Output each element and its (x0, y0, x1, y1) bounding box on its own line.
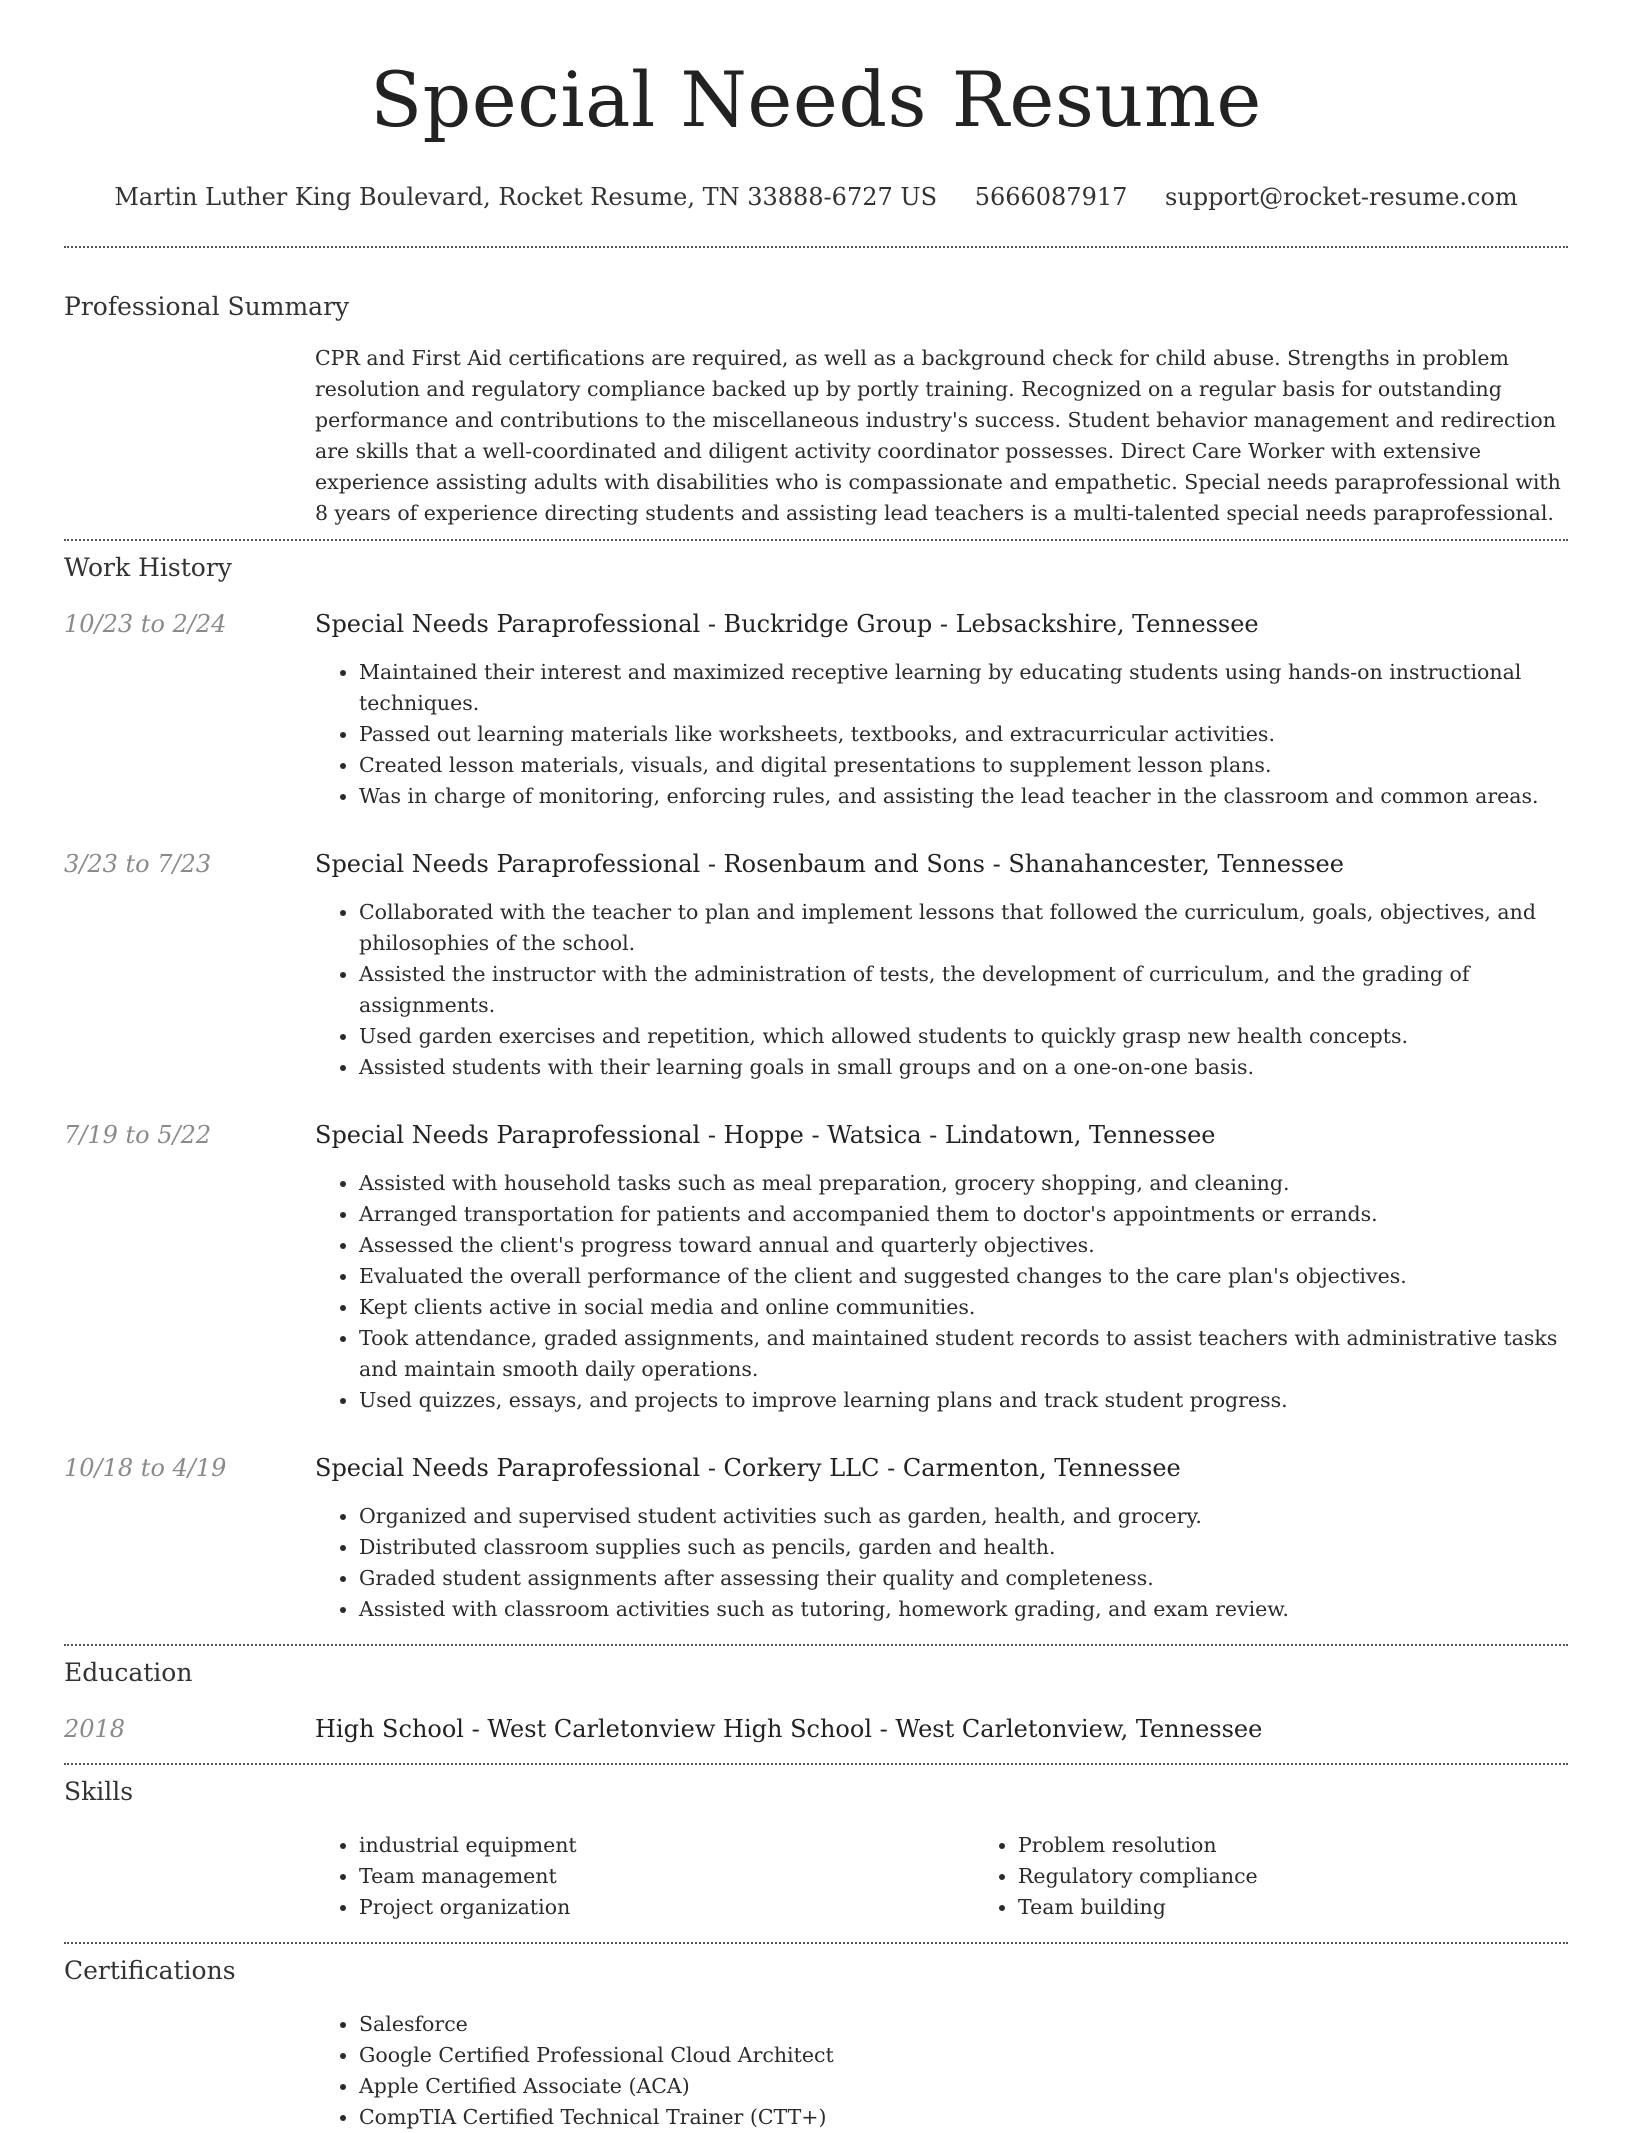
job-details (315, 848, 1568, 1083)
job-dates: 3/23 to 7/23 (64, 850, 212, 878)
job-dates: 10/18 to 4/19 (64, 1454, 227, 1482)
job-entry (64, 848, 1568, 1083)
summary-body (315, 343, 1568, 529)
job-title: Special Needs Paraprofessional - Corkery LLC - Carmenton, Tennessee (315, 1454, 1181, 1482)
list-item: • Maintained their interest and maximized receptive learning by educating students using hands-on instructional techniques. (359, 657, 1568, 719)
list-item: • Passed out learning materials like worksheets, textbooks, and extracurricular activities. (359, 719, 1568, 750)
list-item: • Took attendance, graded assignments, and maintained student records to assist teachers with administrative tasks and maintain smooth daily operations. (359, 1323, 1568, 1385)
list-item: • Organized and supervised student activities such as garden, health, and grocery. (359, 1501, 1568, 1532)
list-item: • Problem resolution (1018, 1830, 1568, 1861)
list-item: • Kept clients active in social media and online communities. (359, 1292, 1568, 1323)
job-entry (64, 1119, 1568, 1416)
list-item: • Distributed classroom supplies such as pencils, garden and health. (359, 1532, 1568, 1563)
list-item: • Project organization (359, 1892, 974, 1923)
job-details (315, 608, 1568, 812)
certifications-body (315, 2009, 1568, 2133)
list-item: • Assisted with classroom activities such as tutoring, homework grading, and exam review. (359, 1594, 1568, 1625)
education-details (315, 1713, 1568, 1745)
list-item: • Regulatory compliance (1018, 1861, 1568, 1892)
list-item: • Assessed the client's progress toward annual and quarterly objectives. (359, 1230, 1568, 1261)
list-item: • Assisted students with their learning goals in small groups and on a one-on-one basis. (359, 1052, 1568, 1083)
list-item: • Assisted the instructor with the administration of tests, the development of curriculum, and the grading of assignments. (359, 959, 1568, 1021)
skills-row (64, 1830, 1568, 1923)
education-entry (64, 1713, 1568, 1745)
list-item: • Created lesson materials, visuals, and digital presentations to supplement lesson plans. (359, 750, 1568, 781)
list-item: • Used garden exercises and repetition, which allowed students to quickly grasp new health concepts. (359, 1021, 1568, 1052)
job-title: Special Needs Paraprofessional - Rosenbaum and Sons - Shanahancester, Tennessee (315, 850, 1344, 878)
divider (64, 1763, 1568, 1765)
job-details (315, 1452, 1568, 1625)
job-bullets (315, 657, 1568, 812)
job-bullets (315, 1168, 1568, 1416)
section-title-certifications: Certifications (64, 1956, 236, 1985)
list-item: • industrial equipment (359, 1830, 974, 1861)
list-item: • Arranged transportation for patients and accompanied them to doctor's appointments or errands. (359, 1199, 1568, 1230)
job-title: Special Needs Paraprofessional - Buckridge Group - Lebsackshire, Tennessee (315, 610, 1259, 638)
job-bullets (315, 897, 1568, 1083)
skills-list-left (315, 1830, 974, 1923)
list-item: • Assisted with household tasks such as meal preparation, grocery shopping, and cleaning. (359, 1168, 1568, 1199)
divider (64, 539, 1568, 541)
contact-phone: 5666087917 (974, 183, 1128, 211)
contact-address: Martin Luther King Boulevard, Rocket Resume, TN 33888-6727 US (114, 183, 938, 211)
job-title: Special Needs Paraprofessional - Hoppe - Watsica - Lindatown, Tennessee (315, 1121, 1216, 1149)
list-item: • Apple Certified Associate (ACA) (359, 2071, 1568, 2102)
list-item: • CompTIA Certified Technical Trainer (CTT+) (359, 2102, 1568, 2133)
list-item: • Evaluated the overall performance of the client and suggested changes to the care plan's objectives. (359, 1261, 1568, 1292)
list-item: • Collaborated with the teacher to plan and implement lessons that followed the curriculum, goals, objectives, and philosophies of the school. (359, 897, 1568, 959)
summary-row (64, 343, 1568, 529)
divider (64, 1644, 1568, 1646)
list-item: • Was in charge of monitoring, enforcing rules, and assisting the lead teacher in the classroom and common areas. (359, 781, 1568, 812)
certifications-list (315, 2009, 1568, 2133)
contact-email: support@rocket-resume.com (1165, 183, 1518, 211)
list-item: • Graded student assignments after assessing their quality and completeness. (359, 1563, 1568, 1594)
resume-title: Special Needs Resume (370, 55, 1262, 144)
job-dates: 7/19 to 5/22 (64, 1121, 212, 1149)
job-dates: 10/23 to 2/24 (64, 610, 227, 638)
job-entry (64, 608, 1568, 812)
section-title-education: Education (64, 1658, 193, 1687)
list-item: • Team management (359, 1861, 974, 1892)
certifications-row (64, 2009, 1568, 2133)
section-title-skills: Skills (64, 1777, 134, 1806)
job-bullets (315, 1501, 1568, 1625)
summary-text: CPR and First Aid certifications are required, as well as a background check for child abuse. Strengths in problem resolution and regulatory compliance backed up by portly training. Recognized on a regular basis for outstanding performance and contributions to the miscellaneous industry's success. Student behavior management and redirection are skills that a well-coordinated and diligent activity coordinator possesses. Direct Care Worker with extensive experience assisting adults with disabilities who is compassionate and empathetic. Special needs paraprofessional with 8 years of experience directing students and assisting lead teachers is a multi-talented special needs paraprofessional. (315, 346, 1561, 525)
list-item: • Google Certified Professional Cloud Architect (359, 2040, 1568, 2071)
section-title-summary: Professional Summary (64, 292, 350, 321)
divider (64, 246, 1568, 248)
list-item: • Salesforce (359, 2009, 1568, 2040)
skills-grid (315, 1830, 1568, 1923)
contact-line (64, 182, 1568, 212)
education-title: High School - West Carletonview High School - West Carletonview, Tennessee (315, 1715, 1263, 1743)
list-item: • Team building (1018, 1892, 1568, 1923)
list-item: • Used quizzes, essays, and projects to improve learning plans and track student progress. (359, 1385, 1568, 1416)
divider (64, 1942, 1568, 1944)
job-details (315, 1119, 1568, 1416)
education-year: 2018 (64, 1715, 126, 1743)
section-title-work-history: Work History (64, 553, 232, 582)
job-entry (64, 1452, 1568, 1625)
skills-list-right (974, 1830, 1568, 1923)
